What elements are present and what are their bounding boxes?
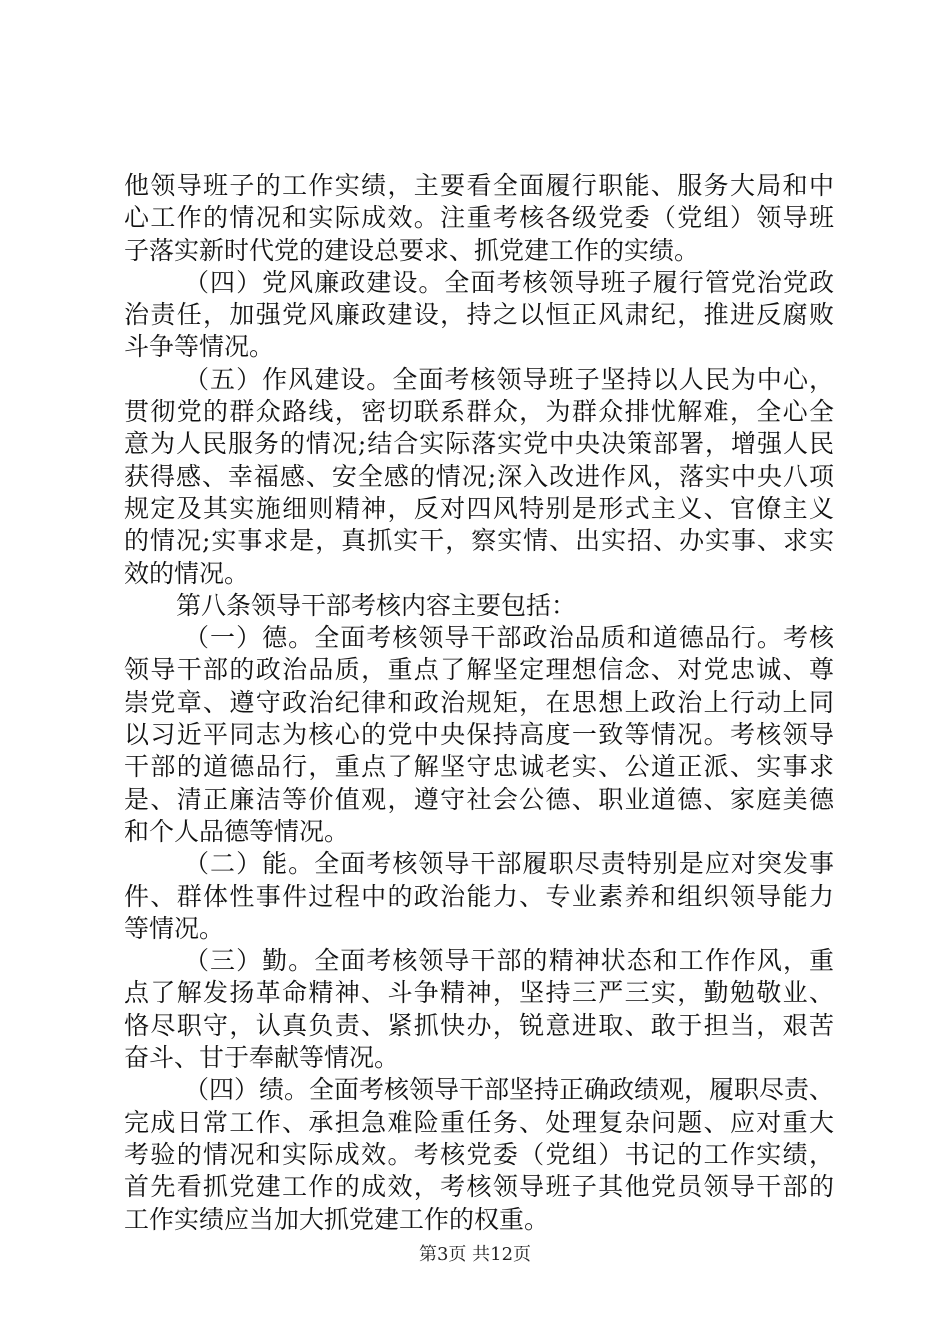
text-line: 点了解发扬革命精神、斗争精神，坚持三严三实，勤勉敬业、 <box>124 978 834 1008</box>
text-line: 领导干部的政治品质，重点了解坚定理想信念、对党忠诚、尊 <box>124 655 834 685</box>
text-line: 规定及其实施细则精神，反对四风特别是形式主义、官僚主义 <box>124 493 834 523</box>
text-line: 的情况;实事求是，真抓实干，察实情、出实招、办实事、求实 <box>124 526 834 556</box>
text-line: 他领导班子的工作实绩，主要看全面履行职能、服务大局和中 <box>124 171 834 200</box>
text-line: 完成日常工作、承担急难险重任务、处理复杂问题、应对重大 <box>124 1107 834 1137</box>
text-line: 奋斗、甘于奉献等情况。 <box>124 1043 400 1073</box>
text-line: 恪尽职守，认真负责、紧抓快办，锐意进取、敢于担当，艰苦 <box>124 1010 834 1040</box>
page-number-label: 第3页 共12页 <box>418 1244 532 1265</box>
text-line: 首先看抓党建工作的成效，考核领导班子其他党员领导干部的 <box>124 1172 834 1202</box>
text-line: 件、群体性事件过程中的政治能力、专业素养和组织领导能力 <box>124 881 834 911</box>
text-line: 意为人民服务的情况;结合实际落实党中央决策部署，增强人民 <box>124 429 834 459</box>
text-line: （五）作风建设。全面考核领导班子坚持以人民为中心， <box>184 364 834 394</box>
text-line: 斗争等情况。 <box>124 332 275 362</box>
document-body <box>124 170 834 1236</box>
text-line: 以习近平同志为核心的党中央保持高度一致等情况。考核领导 <box>124 720 834 750</box>
text-line: 干部的道德品行，重点了解坚守忠诚老实、公道正派、实事求 <box>124 752 834 782</box>
text-line: 治责任，加强党风廉政建设，持之以恒正风肃纪，推进反腐败 <box>124 300 834 330</box>
text-line: 子落实新时代党的建设总要求、抓党建工作的实绩。 <box>124 235 700 265</box>
page-footer <box>0 1240 950 1266</box>
text-line: 心工作的情况和实际成效。注重考核各级党委（党组）领导班 <box>124 203 834 233</box>
text-line: 和个人品德等情况。 <box>124 816 350 846</box>
text-line: （二）能。全面考核领导干部履职尽责特别是应对突发事 <box>184 849 834 879</box>
text-line: （三）勤。全面考核领导干部的精神状态和工作作风，重 <box>184 946 834 976</box>
text-line: （四）绩。全面考核领导干部坚持正确政绩观，履职尽责、 <box>184 1075 834 1105</box>
text-line: 是、清正廉洁等价值观，遵守社会公德、职业道德、家庭美德 <box>124 784 834 814</box>
text-line: 效的情况。 <box>124 558 250 588</box>
text-line: （四）党风廉政建设。全面考核领导班子履行管党治党政 <box>184 267 834 297</box>
text-line: （一）德。全面考核领导干部政治品质和道德品行。考核 <box>184 623 834 653</box>
text-line: 崇党章、遵守政治纪律和政治规矩，在思想上政治上行动上同 <box>124 687 834 717</box>
text-line: 第八条领导干部考核内容主要包括： <box>176 590 577 620</box>
text-line: 考验的情况和实际成效。考核党委（党组）书记的工作实绩， <box>124 1139 834 1169</box>
text-line: 等情况。 <box>124 913 225 943</box>
text-line: 获得感、幸福感、安全感的情况;深入改进作风，落实中央八项 <box>124 461 834 491</box>
text-line: 贯彻党的群众路线，密切联系群众，为群众排忧解难，全心全 <box>124 397 834 427</box>
text-line: 工作实绩应当加大抓党建工作的权重。 <box>124 1204 550 1234</box>
